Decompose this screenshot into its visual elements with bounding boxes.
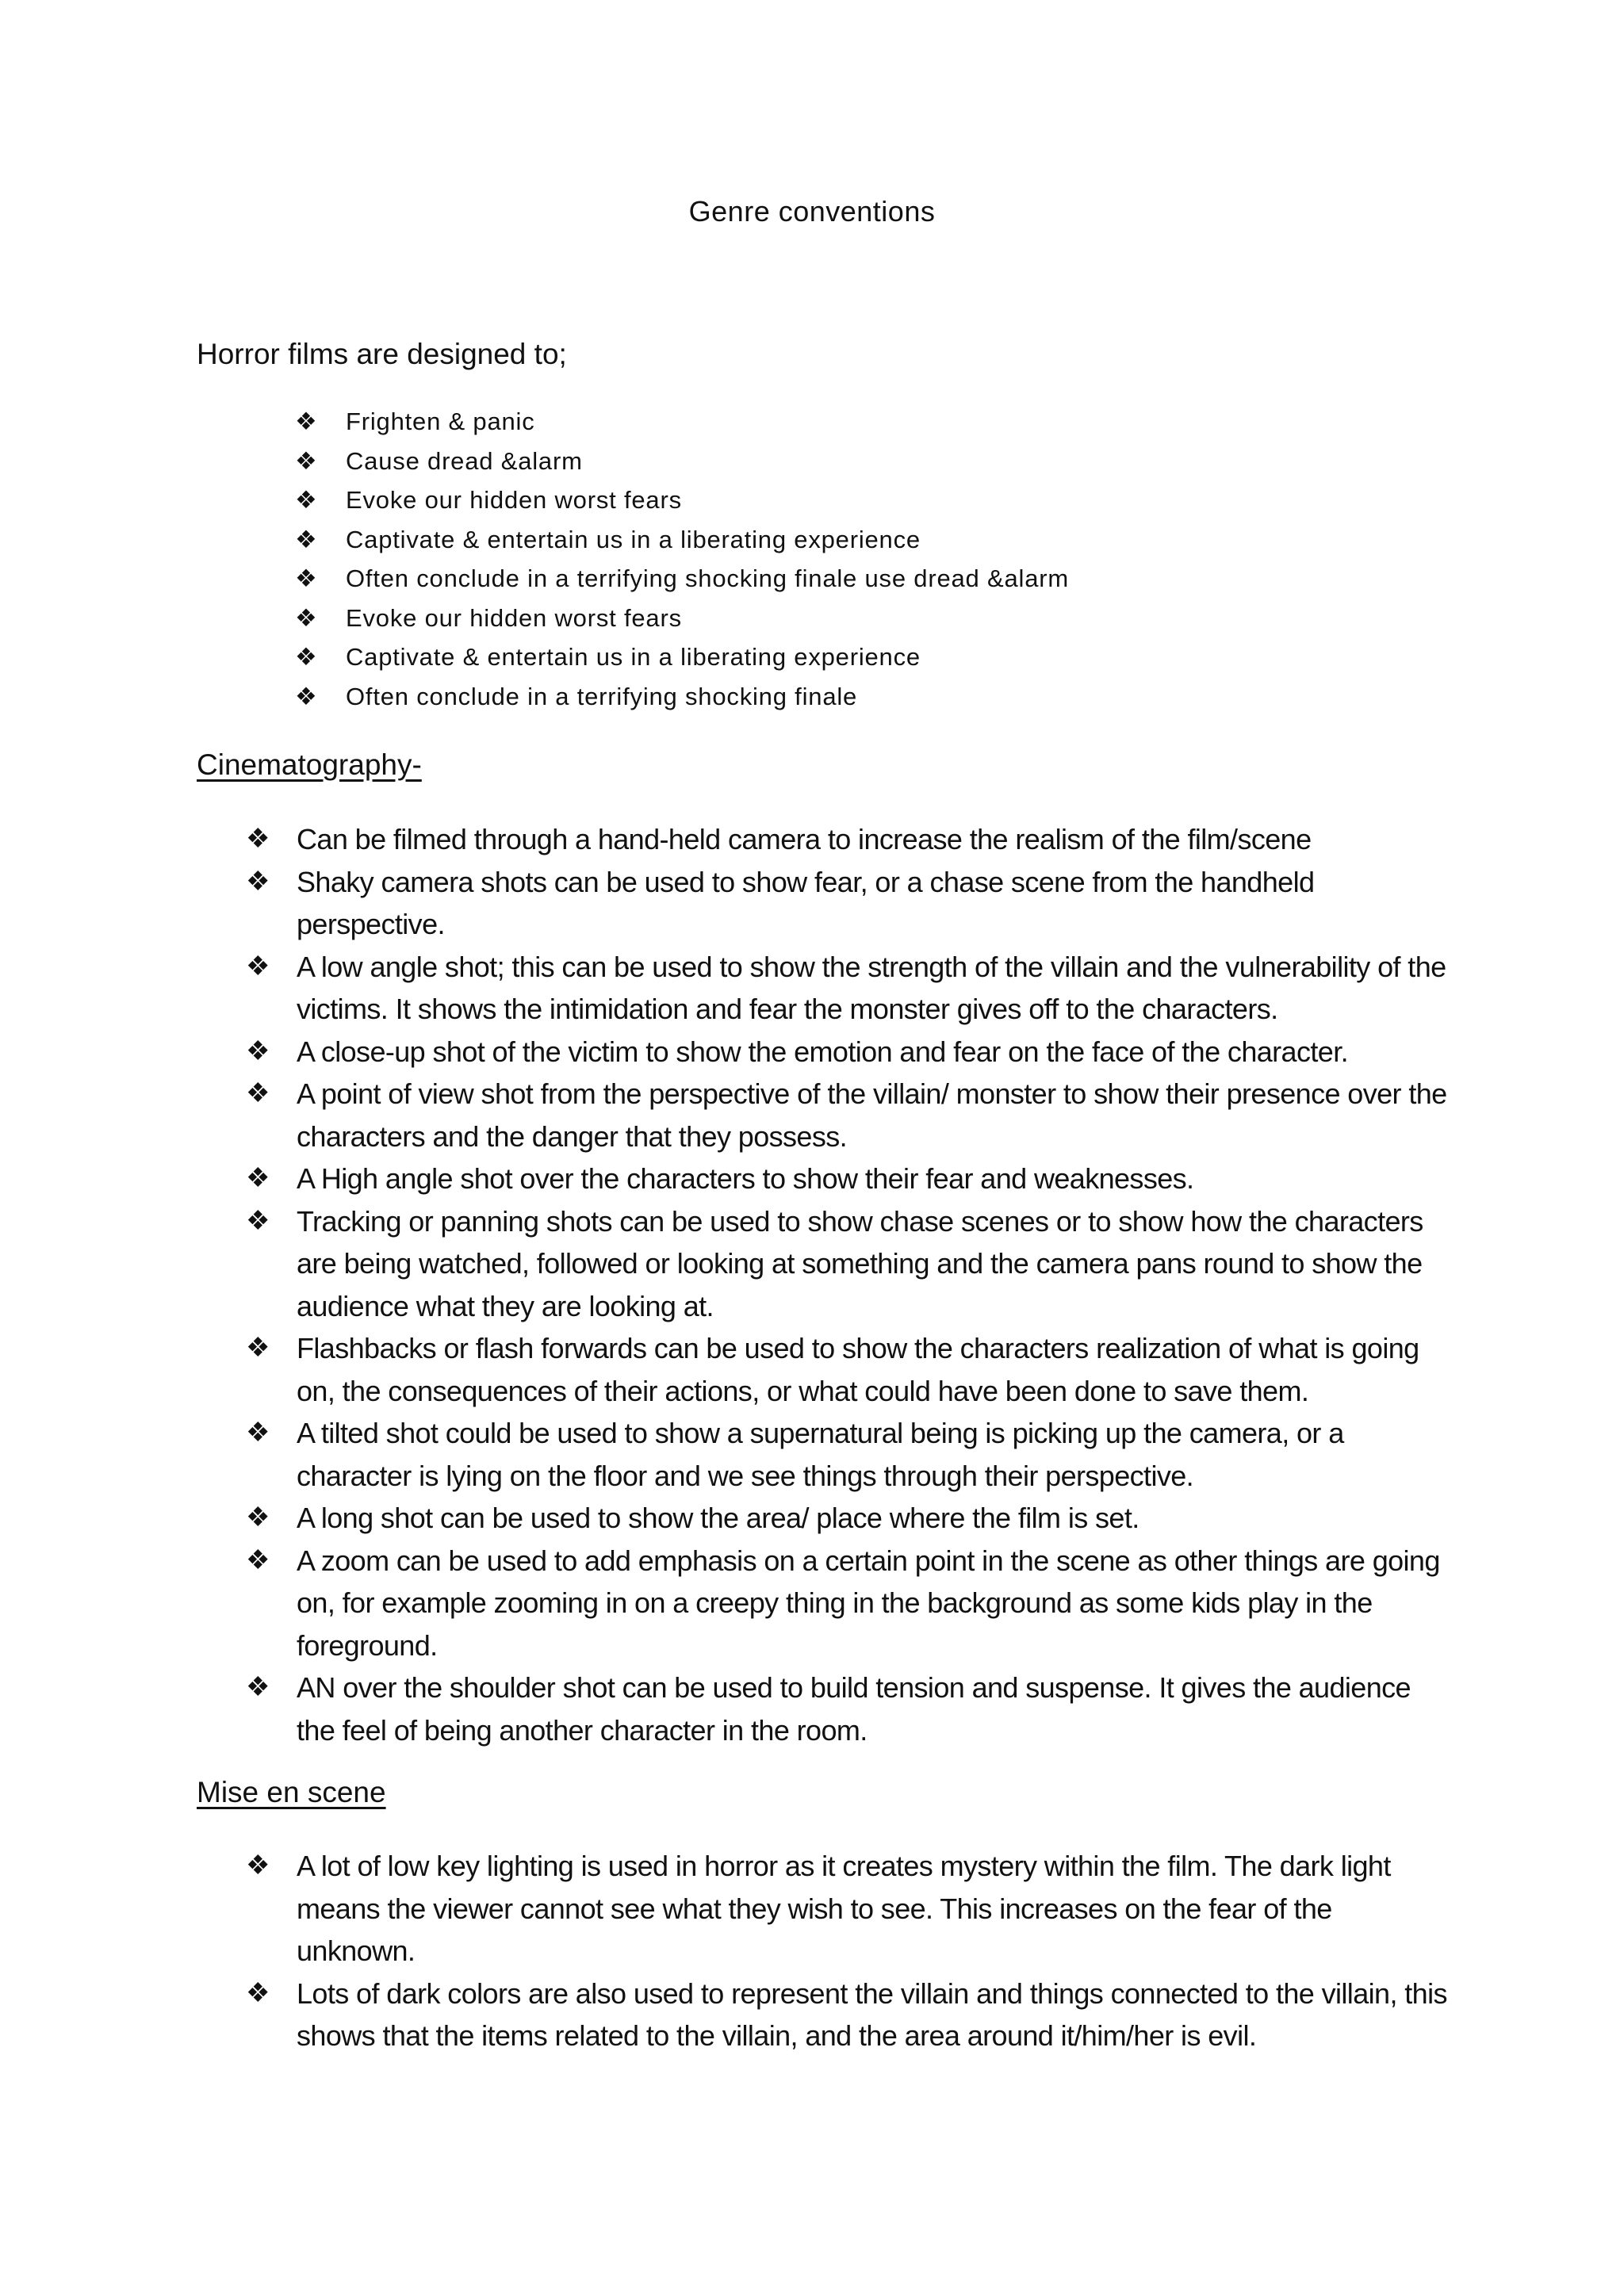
list-item-text: Shaky camera shots can be used to show fear, or a chase scene from the handheld perspective. — [297, 865, 1315, 940]
diamond-bullet-icon: ❖ — [246, 951, 270, 982]
list-item — [295, 486, 1069, 526]
list-item-text: Frighten & panic — [346, 408, 535, 435]
list-item — [246, 818, 1451, 861]
list-item-text: A tilted shot could be used to show a supernatural being is picking up the camera, or a character is lying on the floor and we see things through their perspective. — [297, 1417, 1344, 1492]
list-item-text: A High angle shot over the characters to show their fear and weaknesses. — [297, 1162, 1194, 1195]
diamond-bullet-icon: ❖ — [246, 1205, 270, 1236]
list-item-text: Lots of dark colors are also used to represent the villain and things connected to the villain, this shows that the items related to the villain, and the area around it/him/her is evil. — [297, 1976, 1447, 2052]
diamond-bullet-icon: ❖ — [295, 564, 318, 592]
list-item-text: Captivate & entertain us in a liberating experience — [346, 525, 921, 553]
list-item-text: Captivate & entertain us in a liberating experience — [346, 643, 921, 671]
list-item-text: Often conclude in a terrifying shocking finale use dread &alarm — [346, 564, 1069, 592]
list-item-text: A zoom can be used to add emphasis on a certain point in the scene as other things are going on, for example zooming in on a creepy thing in the background as some kids play in the foreground. — [297, 1544, 1440, 1662]
diamond-bullet-icon: ❖ — [246, 824, 270, 854]
diamond-bullet-icon: ❖ — [246, 1418, 270, 1448]
diamond-bullet-icon: ❖ — [295, 446, 318, 475]
diamond-bullet-icon: ❖ — [246, 1078, 270, 1108]
list-item — [246, 1073, 1451, 1158]
intro-text: Horror films are designed to; — [197, 338, 567, 370]
diamond-bullet-icon: ❖ — [295, 682, 318, 710]
diamond-bullet-icon: ❖ — [246, 1502, 270, 1533]
intro-list — [295, 408, 1069, 721]
list-item — [246, 1158, 1451, 1200]
list-item — [295, 683, 1069, 722]
list-item-text: Evoke our hidden worst fears — [346, 486, 682, 514]
diamond-bullet-icon: ❖ — [295, 603, 318, 632]
list-item — [246, 1973, 1451, 2057]
mise-en-scene-heading: Mise en scene — [197, 1776, 386, 1808]
list-item — [246, 1540, 1451, 1667]
list-item — [295, 564, 1069, 604]
list-item — [246, 1327, 1451, 1412]
diamond-bullet-icon: ❖ — [295, 525, 318, 553]
list-item-text: Flashbacks or flash forwards can be used to show the characters realization of what is going on, the consequences of their actions, or what could have been done to save them. — [297, 1332, 1419, 1407]
list-item-text: A long shot can be used to show the area/ place where the film is set. — [297, 1502, 1139, 1534]
cinematography-heading: Cinematography- — [197, 748, 422, 781]
list-item — [295, 526, 1069, 565]
list-item-text: A low angle shot; this can be used to show the strength of the villain and the vulnerability of the victims. It shows the intimidation and fear the monster gives off to the characters. — [297, 950, 1446, 1025]
list-item — [295, 408, 1069, 447]
list-item — [246, 946, 1451, 1031]
list-item — [295, 604, 1069, 644]
list-item-text: Tracking or panning shots can be used to show chase scenes or to show how the characters are being watched, followed or looking at something and the camera pans round to show the audience what they are looking at. — [297, 1204, 1423, 1322]
list-item — [246, 1412, 1451, 1497]
diamond-bullet-icon: ❖ — [295, 486, 318, 514]
diamond-bullet-icon: ❖ — [246, 1977, 270, 2008]
list-item-text: A lot of low key lighting is used in horror as it creates mystery within the film. The dark light means the viewer cannot see what they wish to see. This increases on the fear of the unknown. — [297, 1850, 1391, 1967]
list-item — [246, 1667, 1451, 1751]
list-item — [246, 861, 1451, 946]
list-item — [295, 643, 1069, 683]
diamond-bullet-icon: ❖ — [246, 1333, 270, 1363]
list-item-text: Can be filmed through a hand-held camera to increase the realism of the film/scene — [297, 823, 1312, 855]
list-item — [246, 1845, 1451, 1973]
diamond-bullet-icon: ❖ — [295, 408, 318, 435]
diamond-bullet-icon: ❖ — [295, 643, 318, 671]
list-item — [295, 447, 1069, 487]
list-item-text: Often conclude in a terrifying shocking finale — [346, 682, 858, 710]
diamond-bullet-icon: ❖ — [246, 1672, 270, 1702]
diamond-bullet-icon: ❖ — [246, 1850, 270, 1881]
diamond-bullet-icon: ❖ — [246, 866, 270, 897]
list-item-text: Evoke our hidden worst fears — [346, 603, 682, 632]
diamond-bullet-icon: ❖ — [246, 1544, 270, 1575]
list-item-text: Cause dread &alarm — [346, 446, 583, 475]
page-title: Genre conventions — [688, 195, 936, 228]
list-item — [246, 1200, 1451, 1328]
diamond-bullet-icon: ❖ — [246, 1163, 270, 1193]
list-item — [246, 1497, 1451, 1540]
mise-en-scene-list — [246, 1845, 1451, 2057]
cinematography-list — [246, 818, 1451, 1751]
diamond-bullet-icon: ❖ — [246, 1035, 270, 1066]
list-item-text: A point of view shot from the perspective of the villain/ monster to show their presence over the characters and the danger that they possess. — [297, 1077, 1447, 1153]
list-item-text: A close-up shot of the victim to show the emotion and fear on the face of the character. — [297, 1035, 1348, 1068]
list-item-text: AN over the shoulder shot can be used to build tension and suspense. It gives the audience the feel of being another character in the room. — [297, 1671, 1411, 1747]
list-item — [246, 1031, 1451, 1073]
